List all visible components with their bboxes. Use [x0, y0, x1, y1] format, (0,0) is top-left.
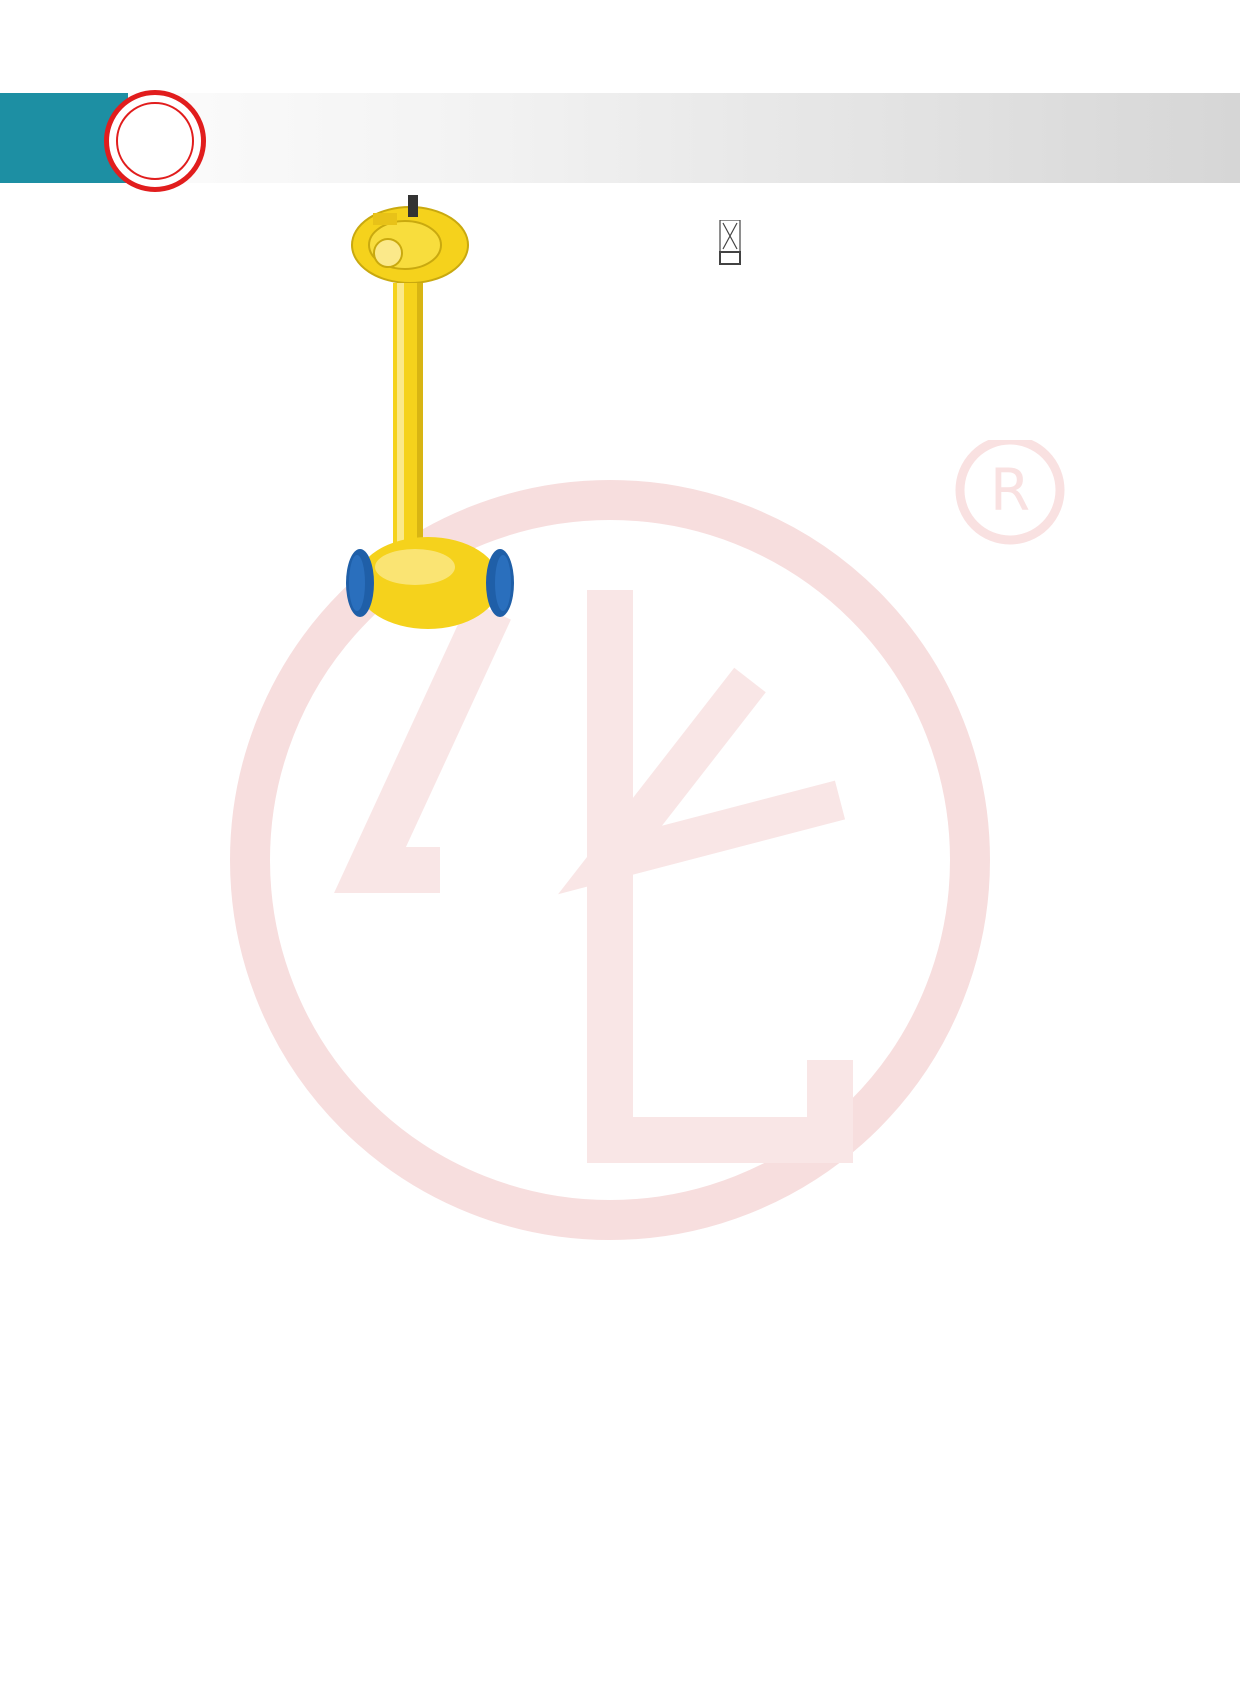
logo-char	[116, 102, 194, 180]
company-logo	[104, 90, 206, 192]
valve-technical-drawing	[625, 220, 995, 670]
svg-text:R: R	[989, 456, 1031, 524]
valve-photo	[345, 195, 530, 630]
